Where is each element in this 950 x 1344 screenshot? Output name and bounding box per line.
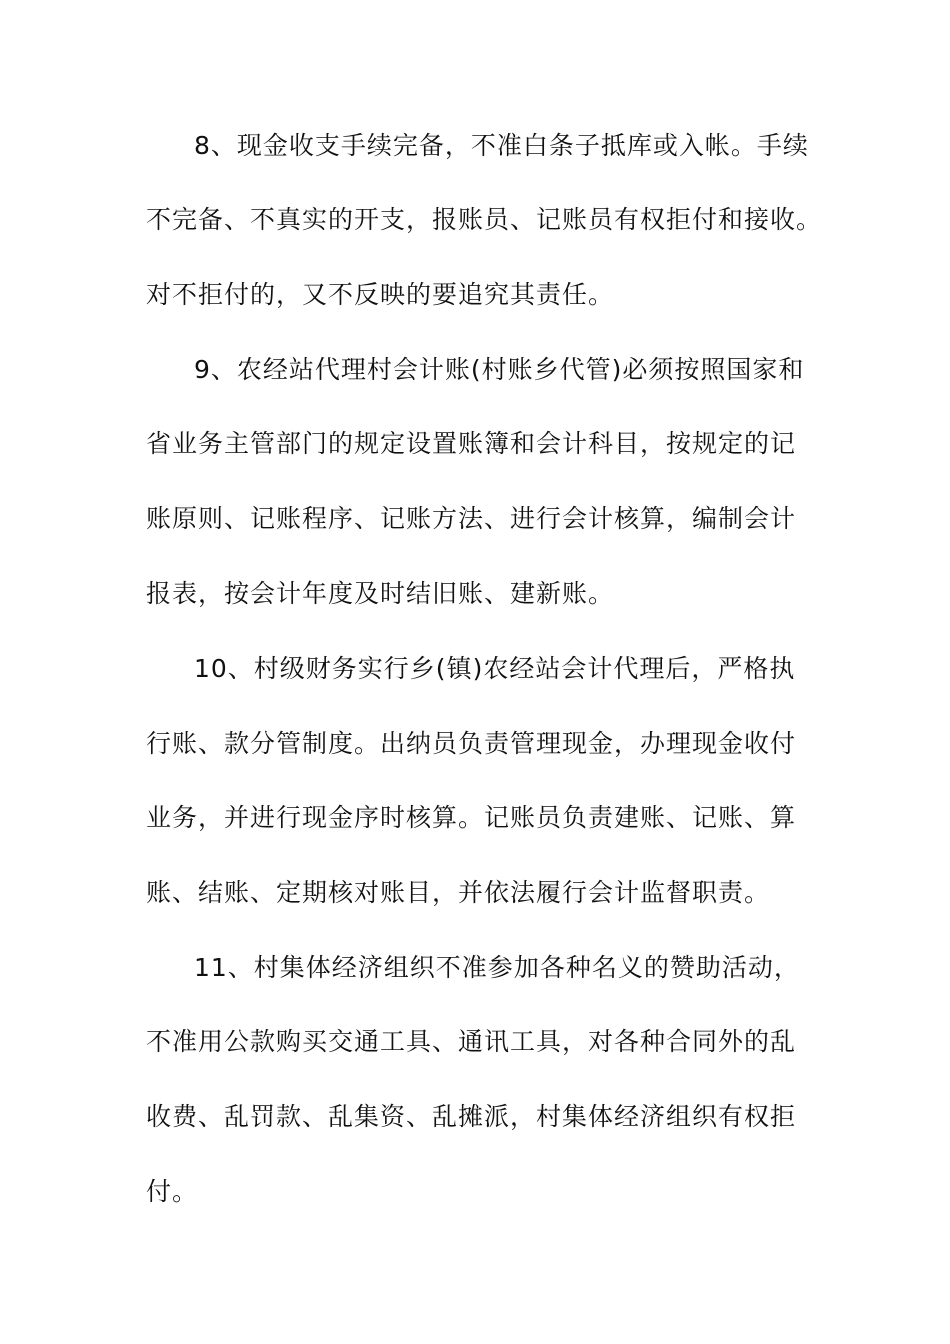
paragraph-8-line-3: 对不拒付的，又不反映的要追究其责任。 xyxy=(146,280,615,309)
paragraph-10-line-1: 10、村级财务实行乡(镇)农经站会计代理后，严格执 xyxy=(194,654,796,683)
paragraph-10-line-4: 账、结账、定期核对账目，并依法履行会计监督职责。 xyxy=(146,878,771,907)
paragraph-9-line-1: 9、农经站代理村会计账(村账乡代管)必须按照国家和 xyxy=(194,355,805,384)
paragraph-11-line-1: 11、村集体经济组织不准参加各种名义的赞助活动， xyxy=(194,953,800,982)
paragraph-9-line-2: 省业务主管部门的规定设置账簿和会计科目，按规定的记 xyxy=(146,429,797,458)
paragraph-11-line-4: 付。 xyxy=(146,1177,199,1206)
paragraph-8-line-1: 8、现金收支手续完备，不准白条子抵库或入帐。手续 xyxy=(194,131,809,160)
paragraph-10-line-3: 业务，并进行现金序时核算。记账员负责建账、记账、算 xyxy=(146,803,797,832)
paragraph-9-line-4: 报表，按会计年度及时结旧账、建新账。 xyxy=(146,579,615,608)
paragraph-8-line-2: 不完备、不真实的开支，报账员、记账员有权拒付和接收。 xyxy=(146,205,823,234)
paragraph-10-line-2: 行账、款分管制度。出纳员负责管理现金，办理现金收付 xyxy=(146,729,797,758)
paragraph-11-line-2: 不准用公款购买交通工具、通讯工具，对各种合同外的乱 xyxy=(146,1027,797,1056)
paragraph-11-line-3: 收费、乱罚款、乱集资、乱摊派，村集体经济组织有权拒 xyxy=(146,1102,797,1131)
paragraph-9-line-3: 账原则、记账程序、记账方法、进行会计核算，编制会计 xyxy=(146,504,797,533)
